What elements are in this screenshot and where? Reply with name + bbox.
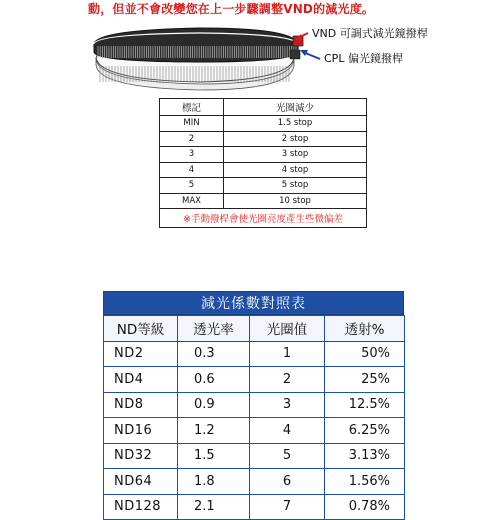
stop-table-header-row (160, 99, 367, 116)
table-row (160, 178, 367, 194)
vnd-lever-label: VND 可調式減光鏡撥桿 (312, 27, 428, 40)
nd-header-density: 透光率 (178, 316, 250, 342)
nd-table-header-row (104, 316, 405, 342)
nd-grade-cell: ND16 (104, 418, 178, 444)
nd-density-cell: 2.1 (178, 494, 250, 520)
table-row (160, 162, 367, 178)
nd-grade-cell: ND2 (104, 341, 178, 367)
nd-table-title: 減光係數對照表 (103, 291, 404, 315)
nd-density-cell: 0.6 (178, 367, 250, 393)
nd-grade-cell: ND64 (104, 469, 178, 495)
stop-value-cell: 1.5 stop (224, 116, 367, 132)
stop-mark-cell: 3 (160, 147, 224, 163)
stop-value-cell: 2 stop (224, 131, 367, 147)
nd-stops-cell: 6 (250, 469, 325, 495)
nd-stops-cell: 4 (250, 418, 325, 444)
table-row (104, 494, 405, 520)
nd-grade-cell: ND32 (104, 443, 178, 469)
filter-ring-diagram (0, 0, 500, 95)
cpl-lever-label: CPL 偏光鏡撥桿 (324, 52, 403, 65)
nd-transmission-cell: 12.5% (325, 392, 405, 418)
table-row (160, 147, 367, 163)
nd-stops-cell: 2 (250, 367, 325, 393)
table-row (104, 341, 405, 367)
nd-transmission-cell: 0.78% (325, 494, 405, 520)
stop-value-cell: 4 stop (224, 162, 367, 178)
stop-value-cell: 5 stop (224, 178, 367, 194)
nd-transmission-cell: 3.13% (325, 443, 405, 469)
nd-transmission-cell: 6.25% (325, 418, 405, 444)
nd-density-cell: 1.2 (178, 418, 250, 444)
vnd-ring (94, 28, 298, 62)
stop-mark-cell: 2 (160, 131, 224, 147)
nd-grade-cell: ND128 (104, 494, 178, 520)
stop-table-note: ※手動撥桿會使光圈亮度產生些微偏差 (160, 209, 367, 228)
table-row (104, 469, 405, 495)
stop-reduction-table (159, 98, 367, 228)
stop-table-header-mark: 標記 (160, 99, 224, 116)
nd-header-stops: 光圈值 (250, 316, 325, 342)
table-row (104, 367, 405, 393)
nd-stops-cell: 3 (250, 392, 325, 418)
table-row (104, 392, 405, 418)
nd-transmission-cell: 25% (325, 367, 405, 393)
nd-stops-cell: 7 (250, 494, 325, 520)
intro-text: 動，但並不會改變您在上一步驟調整VND的減光度。 (88, 2, 375, 16)
nd-header-transmission: 透射% (325, 316, 405, 342)
nd-grade-cell: ND4 (104, 367, 178, 393)
stop-table-header-reduction: 光圈減少 (224, 99, 367, 116)
nd-density-cell: 1.5 (178, 443, 250, 469)
nd-density-cell: 0.9 (178, 392, 250, 418)
stop-value-cell: 3 stop (224, 147, 367, 163)
stop-value-cell: 10 stop (224, 193, 367, 209)
nd-grade-cell: ND8 (104, 392, 178, 418)
nd-header-grade: ND等級 (104, 316, 178, 342)
nd-transmission-cell: 1.56% (325, 469, 405, 495)
stop-mark-cell: MIN (160, 116, 224, 132)
stop-mark-cell: 4 (160, 162, 224, 178)
cpl-lever (290, 50, 300, 59)
stop-mark-cell: 5 (160, 178, 224, 194)
nd-table-grid (103, 315, 405, 520)
table-row (160, 116, 367, 132)
table-row (104, 443, 405, 469)
nd-density-cell: 1.8 (178, 469, 250, 495)
nd-stops-cell: 1 (250, 341, 325, 367)
nd-density-cell: 0.3 (178, 341, 250, 367)
stop-table-note-row (160, 209, 367, 228)
table-row (104, 418, 405, 444)
table-row (160, 131, 367, 147)
nd-transmission-cell: 50% (325, 341, 405, 367)
cpl-arrow-icon (300, 50, 320, 59)
nd-factor-table (103, 291, 404, 520)
stop-mark-cell: MAX (160, 193, 224, 209)
nd-stops-cell: 5 (250, 443, 325, 469)
table-row (160, 193, 367, 209)
